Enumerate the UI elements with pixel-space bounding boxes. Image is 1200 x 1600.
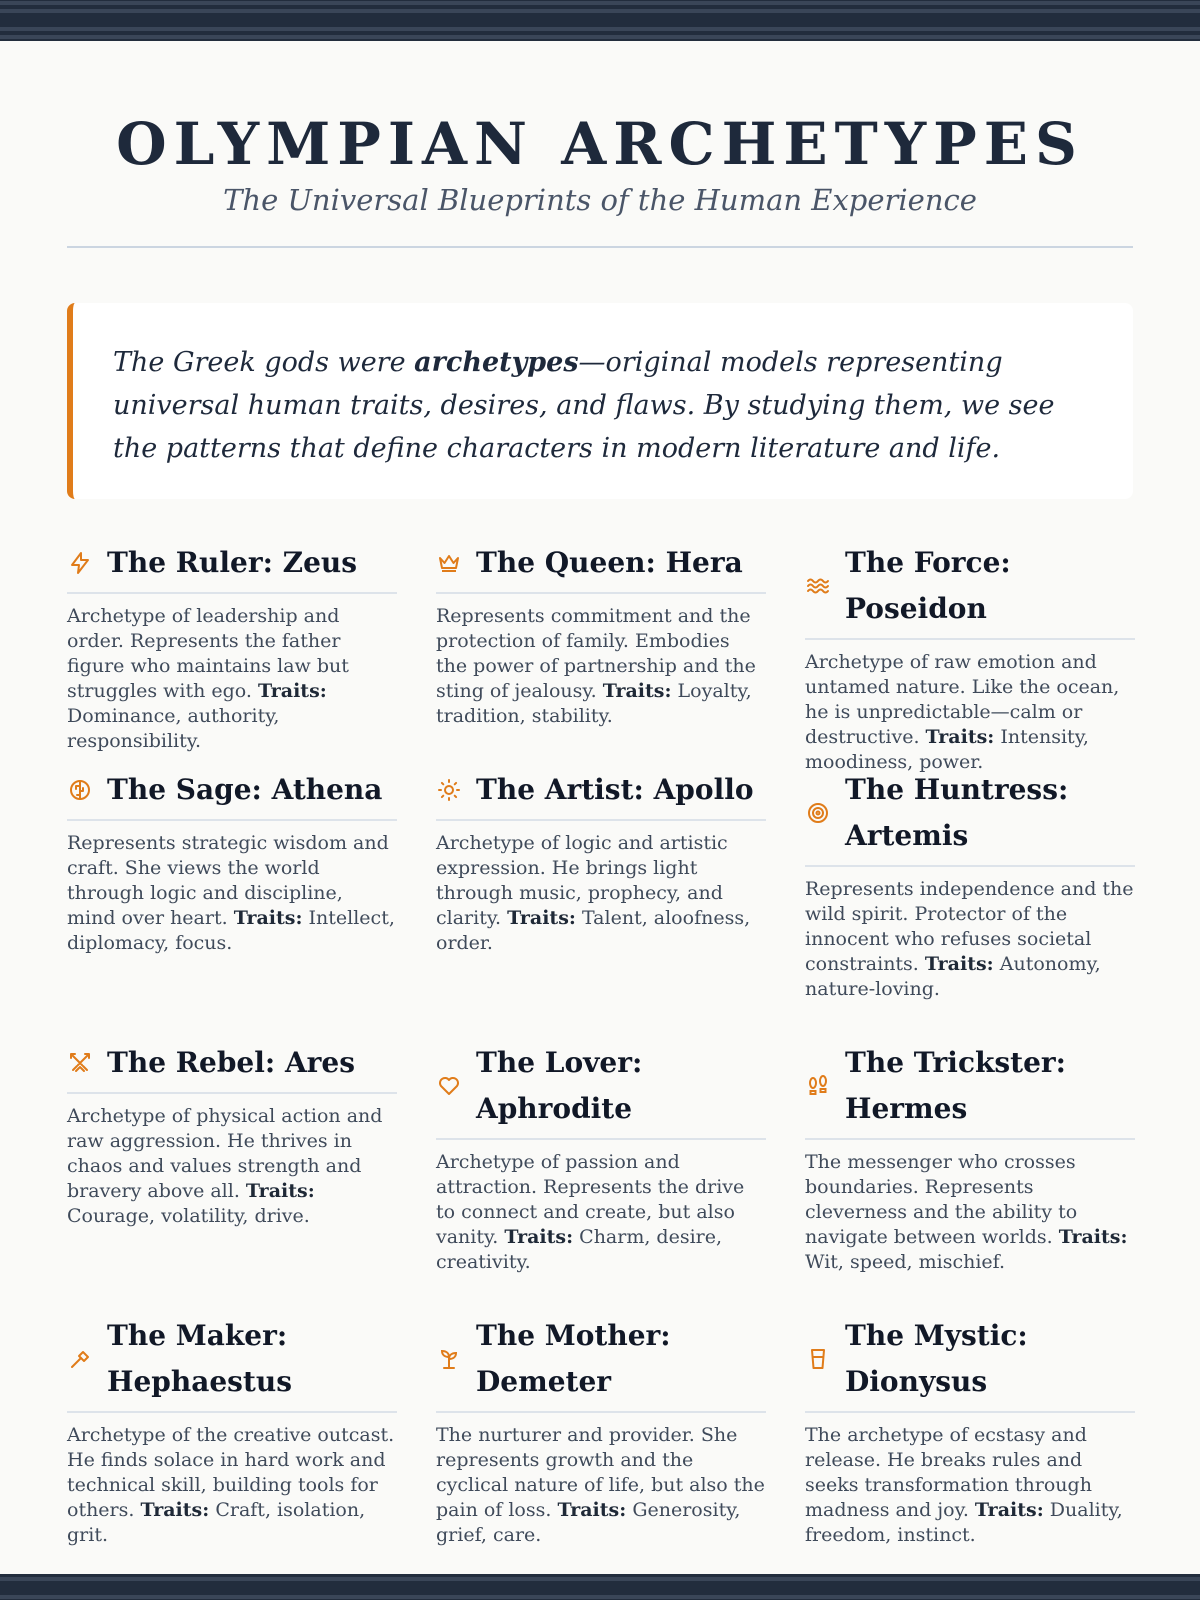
- card-title: The Artist: Apollo: [476, 773, 754, 806]
- card-title: The Queen: Hera: [476, 546, 743, 579]
- card-description: The archetype of ecstasy and release. He breaks rules and seeks transformation through madness and joy. Traits: Duality, freedom, instinct.: [805, 1424, 1123, 1546]
- archetype-card-ares: [67, 1040, 397, 1229]
- archetype-card-poseidon: [805, 540, 1135, 775]
- card-description: Represents independence and the wild spirit. Protector of the innocent who refuses societal constraints. Traits: Autonomy, nature-loving.: [805, 878, 1134, 1000]
- card-description: Archetype of raw emotion and untamed nature. Like the ocean, he is unpredictable—calm or destructive. Traits: Intensity, moodiness, power.: [805, 651, 1120, 773]
- archetype-card-demeter: [436, 1313, 766, 1548]
- card-title: The Mother: Demeter: [476, 1319, 671, 1398]
- footprints-icon: [805, 1073, 831, 1099]
- hammer-icon: [67, 1346, 93, 1372]
- brain-icon: [67, 777, 93, 803]
- page-title: OLYMPIAN ARCHETYPES: [116, 110, 1084, 178]
- card-title: The Lover: Aphrodite: [476, 1046, 643, 1125]
- archetype-card-hermes: [805, 1040, 1135, 1275]
- card-description: The nurturer and provider. She represents growth and the cyclical nature of life, but also the pain of loss. Traits: Generosity, grief, care.: [436, 1424, 765, 1546]
- card-description: Archetype of passion and attraction. Represents the drive to connect and create, but also vanity. Traits: Charm, desire, creativity.: [436, 1151, 745, 1273]
- crown-icon: [436, 550, 462, 576]
- card-description: Represents commitment and the protection of family. Embodies the power of partnership and the sting of jealousy. Traits: Loyalty, tradition, stability.: [436, 605, 756, 727]
- intro-keyword: archetypes: [414, 347, 579, 378]
- page-header: [0, 108, 1200, 220]
- archetype-card-dionysus: [805, 1313, 1135, 1548]
- crossed-swords-icon: [67, 1050, 93, 1076]
- intro-text-end: —original models representing universal human traits, desires, and flaws. By studying them, we see the patterns that define characters in modern literature and life.: [113, 347, 1055, 464]
- archetype-card-hephaestus: [67, 1313, 397, 1548]
- card-title: The Mystic: Dionysus: [845, 1319, 1028, 1398]
- lightning-bolt-icon: [67, 550, 93, 576]
- card-title: The Ruler: Zeus: [107, 546, 358, 579]
- archetype-card-aphrodite: [436, 1040, 766, 1275]
- intro-quote: [67, 303, 1133, 499]
- target-icon: [805, 800, 831, 826]
- archetype-card-athena: [67, 767, 397, 956]
- archetype-card-apollo: [436, 767, 766, 956]
- card-title: The Huntress: Artemis: [845, 773, 1069, 852]
- card-title: The Sage: Athena: [107, 773, 383, 806]
- card-description: Archetype of physical action and raw aggression. He thrives in chaos and values strength and bravery above all. Traits: Courage, volatility, drive.: [67, 1105, 383, 1227]
- greek-key-border-bottom: [0, 1574, 1200, 1600]
- archetype-card-zeus: [67, 540, 397, 754]
- card-description: Archetype of the creative outcast. He finds solace in hard work and technical skill, building tools for others. Traits: Craft, isolation, grit.: [67, 1424, 395, 1546]
- sprout-icon: [436, 1346, 462, 1372]
- card-description: Archetype of logic and artistic expression. He brings light through music, prophecy, and clarity. Traits: Talent, aloofness, order.: [436, 832, 751, 954]
- card-title: The Rebel: Ares: [107, 1046, 356, 1079]
- sun-icon: [436, 777, 462, 803]
- card-description: Archetype of leadership and order. Represents the father figure who maintains law but struggles with ego. Traits: Dominance, authority, responsibility.: [67, 605, 349, 752]
- card-description: The messenger who crosses boundaries. Represents cleverness and the ability to navigate between worlds. Traits: Wit, speed, mischief.: [805, 1151, 1128, 1273]
- card-title: The Maker: Hephaestus: [107, 1319, 292, 1398]
- archetype-card-artemis: [805, 767, 1135, 1002]
- waves-icon: [805, 573, 831, 599]
- heart-icon: [436, 1073, 462, 1099]
- cup-icon: [805, 1346, 831, 1372]
- archetype-card-hera: [436, 540, 766, 729]
- card-description: Represents strategic wisdom and craft. She views the world through logic and discipline, mind over heart. Traits: Intellect, diplomacy, focus.: [67, 832, 395, 954]
- intro-text-start: The Greek gods were: [113, 347, 415, 378]
- card-title: The Trickster: Hermes: [845, 1046, 1066, 1125]
- card-title: The Force: Poseidon: [845, 546, 1011, 625]
- header-divider: [67, 246, 1133, 248]
- greek-key-border-top: [0, 0, 1200, 41]
- page-subtitle: The Universal Blueprints of the Human Experience: [223, 183, 977, 217]
